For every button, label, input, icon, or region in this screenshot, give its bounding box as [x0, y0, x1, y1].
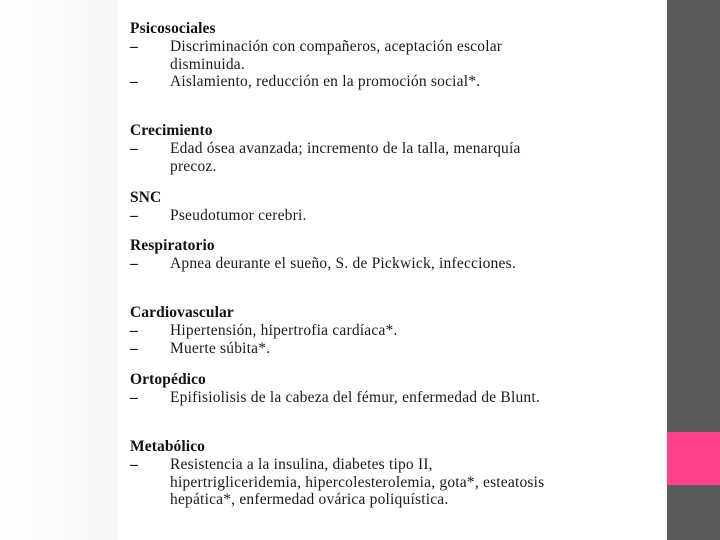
item-text: Pseudotumor cerebri.	[170, 207, 307, 224]
section-title: Crecimiento	[130, 122, 213, 139]
item-text: Aislamiento, reducción en la promoción social*.	[170, 73, 481, 90]
section-title: Psicosociales	[130, 20, 216, 37]
section-title: Cardiovascular	[130, 304, 234, 321]
list-item	[130, 456, 554, 509]
list-item	[130, 389, 554, 407]
slide-accent-block	[667, 432, 720, 485]
item-text: Epifisiolisis de la cabeza del fémur, enfermedad de Blunt.	[170, 389, 540, 406]
list-item	[130, 322, 554, 340]
document-image	[118, 8, 560, 540]
dash-marker: –	[130, 140, 138, 157]
list-item	[130, 38, 554, 73]
section-snc	[130, 189, 554, 225]
section-crecimiento	[130, 122, 554, 175]
section-title: Respiratorio	[130, 237, 215, 254]
item-text: Edad ósea avanzada; incremento de la talla, menarquía precoz.	[170, 140, 521, 175]
dash-marker: –	[130, 339, 138, 357]
dash-marker: –	[130, 456, 138, 473]
item-text: Discriminación con compañeros, aceptación escolar disminuida.	[170, 38, 503, 73]
item-text: Hipertensión, hipertrofia cardíaca*.	[170, 322, 398, 339]
section-title: Ortopédico	[130, 371, 206, 388]
section-ortopedico	[130, 371, 554, 407]
list-item	[130, 255, 554, 273]
item-text: Muerte súbita*.	[170, 339, 271, 357]
dash-marker: –	[130, 255, 138, 272]
section-respiratorio	[130, 237, 554, 273]
dash-marker: –	[130, 322, 138, 339]
slide-left-margin	[0, 0, 118, 540]
item-text: Apnea deurante el sueño, S. de Pickwick, infecciones.	[170, 255, 516, 272]
dash-marker: –	[130, 389, 138, 406]
dash-marker: –	[130, 73, 138, 90]
item-text: Resistencia a la insulina, diabetes tipo II, hipertrigliceridemia, hipercolesterolemia, gota*, esteatosis hepática*, enfermedad ovárica poliquística.	[170, 456, 545, 508]
section-psicosociales	[130, 20, 554, 91]
dash-marker: –	[130, 38, 138, 55]
section-title: Metabólico	[130, 438, 206, 455]
section-metabolico	[130, 438, 554, 509]
list-item	[130, 73, 554, 91]
list-item	[130, 140, 554, 175]
section-title: SNC	[130, 189, 162, 206]
section-cardiovascular	[130, 304, 554, 357]
dash-marker: –	[130, 207, 138, 224]
list-item	[130, 207, 554, 225]
list-item	[130, 340, 554, 358]
